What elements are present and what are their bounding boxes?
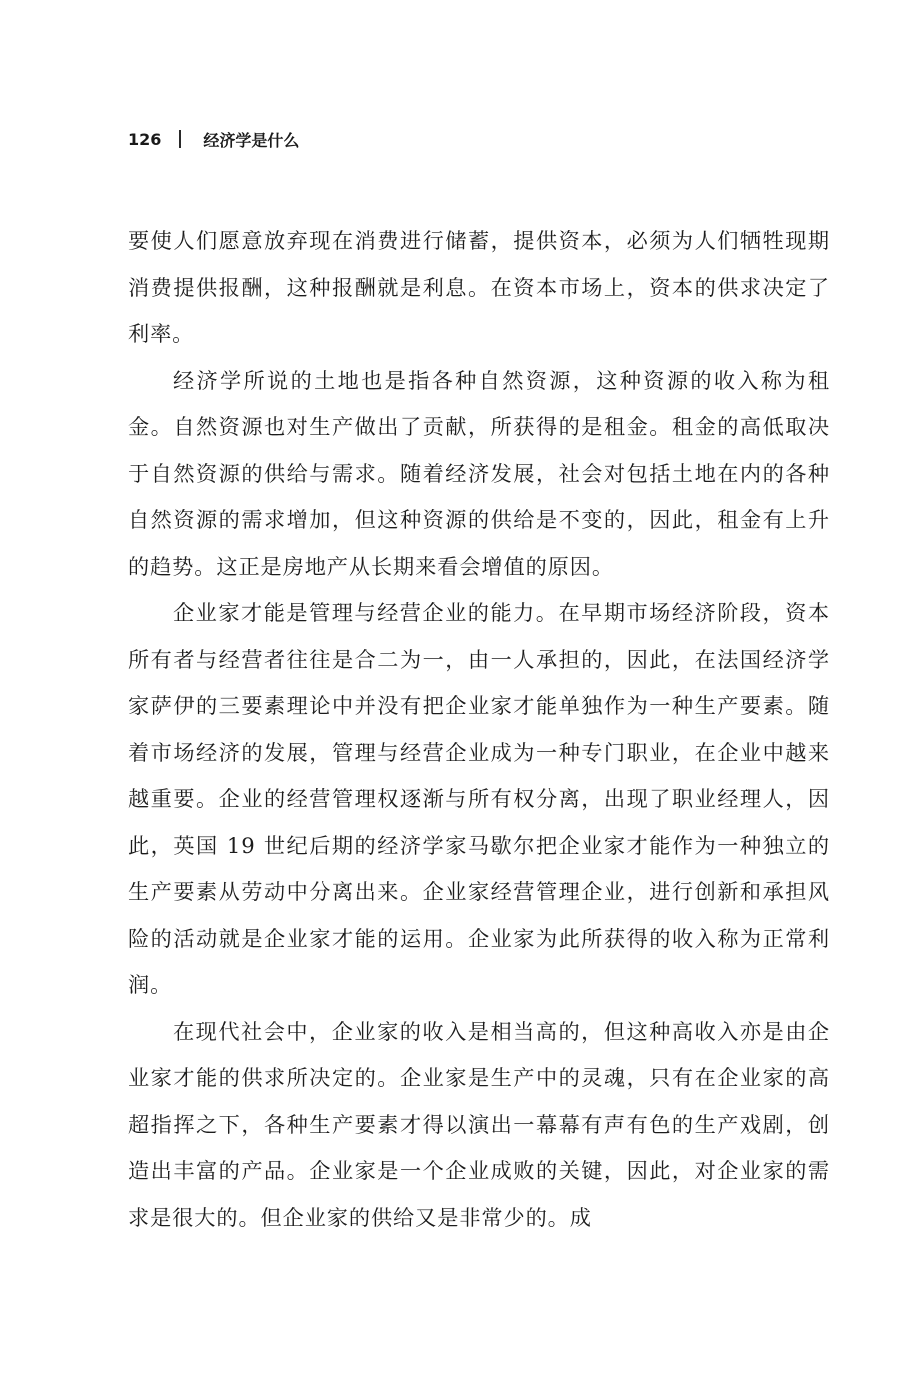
paragraph-entrepreneur-income: 在现代社会中，企业家的收入是相当高的，但这种高收入亦是由企业家才能的供求所决定的。企业家是生产中的灵魂，只有在企业家的高超指挥之下，各种生产要素才得以演出一幕幕有声有色的生产戏剧，创造出丰富的产品。企业家是一个企业成败的关键，因此，对企业家的需求是很大的。但企业家的供给又是非常少的。成 bbox=[128, 1018, 830, 1230]
running-header bbox=[128, 124, 299, 154]
body-text bbox=[128, 218, 830, 1241]
paragraph-entrepreneurship: 企业家才能是管理与经营企业的能力。在早期市场经济阶段，资本所有者与经营者往往是合二为一，由一人承担的，因此，在法国经济学家萨伊的三要素理论中并没有把企业家才能单独作为一种生产要素。随着市场经济的发展，管理与经营企业成为一种专门职业，在企业中越来越重要。企业的经营管理权逐渐与所有权分离，出现了职业经理人，因此，英国 19 世纪后期的经济学家马歇尔把企业家才能作为一种独立的生产要素从劳动中分离出来。企业家经营管理企业，进行创新和承担风险的活动就是企业家才能的运用。企业家为此所获得的收入称为正常利润。 bbox=[128, 600, 830, 997]
paragraph-land-rent: 经济学所说的土地也是指各种自然资源，这种资源的收入称为租金。自然资源也对生产做出了贡献，所获得的是租金。租金的高低取决于自然资源的供给与需求。随着经济发展，社会对包括土地在内的各种自然资源的需求增加，但这种资源的供给是不变的，因此，租金有上升的趋势。这正是房地产从长期来看会增值的原因。 bbox=[128, 367, 830, 579]
paragraph-interest: 要使人们愿意放弃现在消费进行储蓄，提供资本，必须为人们牺牲现期消费提供报酬，这种报酬就是利息。在资本市场上，资本的供求决定了利率。 bbox=[128, 228, 830, 346]
header-separator bbox=[179, 130, 181, 148]
book-title: 经济学是什么 bbox=[203, 130, 300, 150]
page-number: 126 bbox=[128, 129, 162, 149]
